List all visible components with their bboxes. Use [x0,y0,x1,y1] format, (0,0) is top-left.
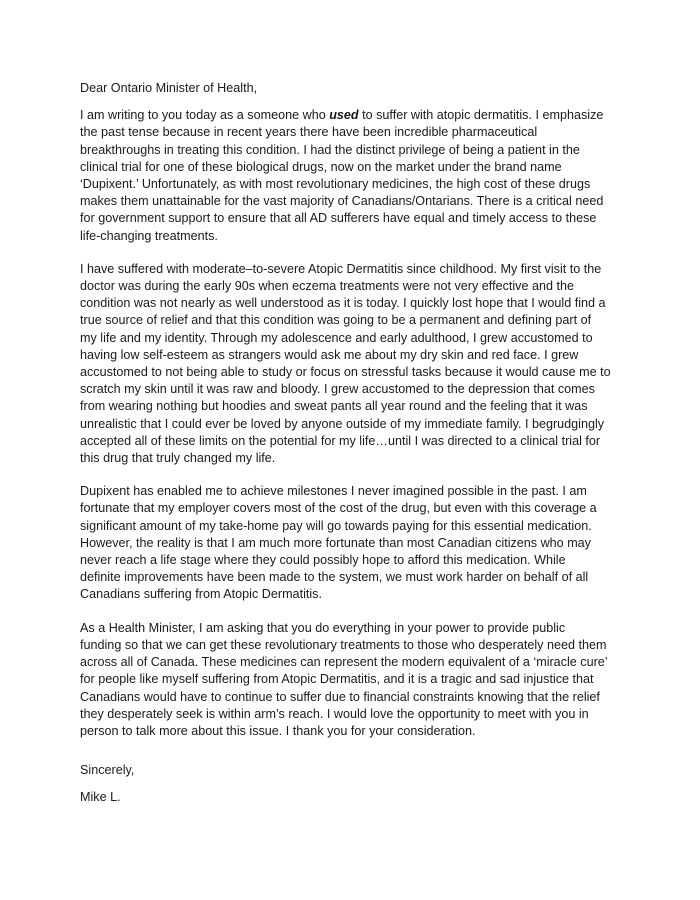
greeting: Dear Ontario Minister of Health, [80,81,258,95]
paragraph-line: I have suffered with moderate–to-severe Atopic Dermatitis since childhood. My first visit to the [80,261,602,276]
paragraph-line: clinical trial for one of these biological drugs, now on the market under the brand name [80,159,562,174]
paragraph-line: my life and my identity. Through my adolescence and early adulthood, I grew accustomed to [80,330,593,345]
paragraph-line: condition was not nearly as well understood as it is today. I quickly lost hope that I would find a [80,296,606,311]
closing: Sincerely, [80,763,135,778]
paragraph-line: Dupixent has enabled me to achieve milestones I never imagined possible in the past. I am [80,484,587,499]
paragraph-line: true source of relief and that this condition was going to be a permanent and defining part of [80,313,592,328]
paragraph-line: they desperately seek is within arm’s reach. I would love the opportunity to meet with you in [80,706,589,721]
paragraph-line: Canadians suffering from Atopic Dermatitis. [80,587,322,602]
paragraph-line: As a Health Minister, I am asking that you do everything in your power to provide public [80,620,566,635]
letter [80,80,625,823]
paragraph-line: definite improvements have been made to the system, we must work harder on behalf of all [80,570,589,585]
paragraph-line: funding so that we can get these revolutionary treatments to those who desperately need them [80,637,607,652]
paragraph-line: life-changing treatments. [80,228,218,243]
paragraph-4 [80,620,625,740]
line-text: to suffer with atopic dermatitis. I emphasize [358,108,604,123]
paragraph-line: accustomed to not being able to study or focus on stressful tasks because it would cause me to [80,365,611,380]
paragraph-line: doctor was during the early 90s when eczema treatments were not very effective and the [80,279,574,294]
paragraph-1 [80,107,625,245]
paragraph-line: for people like myself suffering from Atopic Dermatitis, and it is a tragic and sad injustice that [80,672,594,687]
paragraph-line: significant amount of my take-home pay will go towards paying for this essential medication. [80,518,592,533]
paragraph-line: never reach a life stage where they could possibly hope to afford this medication. While [80,553,566,568]
paragraph-line: unrealistic that I could ever be loved by anyone outside of my immediate family. I begrudgingly [80,416,605,431]
paragraph-3 [80,483,625,603]
paragraph-line: the past tense because in recent years there have been incredible pharmaceutical [80,125,538,140]
paragraph-line: across all of Canada. These medicines can represent the modern equivalent of a ‘miracle cure’ [80,655,608,670]
paragraph-line [80,107,625,124]
paragraph-line: makes them unattainable for the vast majority of Canadians/Ontarians. There is a critical need [80,194,604,209]
paragraph-line: Canadians would have to continue to suffer due to financial constraints knowing that the relief [80,689,600,704]
paragraph-line: However, the reality is that I am much more fortunate than most Canadian citizens who may [80,535,591,550]
paragraph-line: accepted all of these limits on the potential for my life…until I was directed to a clinical trial for [80,433,601,448]
paragraph-line: this drug that truly changed my life. [80,451,276,466]
paragraph-line: fortunate that my employer covers most of the cost of the drug, but even with this coverage a [80,501,597,516]
line-text: I am writing to you today as a someone who [80,108,330,123]
paragraph-line: person to talk more about this issue. I thank you for your consideration. [80,723,476,738]
paragraph-line: scratch my skin until it was raw and bloody. I grew accustomed to the depression that comes [80,382,595,397]
signature: Mike L. [80,790,121,805]
emphasized-word: used [329,108,359,123]
paragraph-line: having low self-esteem as strangers would ask me about my dry skin and red face. I grew [80,347,579,362]
paragraph-line: breakthroughs in treating this condition. I had the distinct privilege of being a patient in the [80,142,580,157]
paragraph-line: from wearing nothing but hoodies and sweat pants all year round and the feeling that it was [80,399,588,414]
paragraph-2 [80,261,625,467]
paragraph-line: ‘Dupixent.’ Unfortunately, as with most revolutionary medicines, the high cost of these drugs [80,177,591,192]
paragraph-line: for government support to ensure that all AD sufferers have equal and timely access to these [80,211,597,226]
